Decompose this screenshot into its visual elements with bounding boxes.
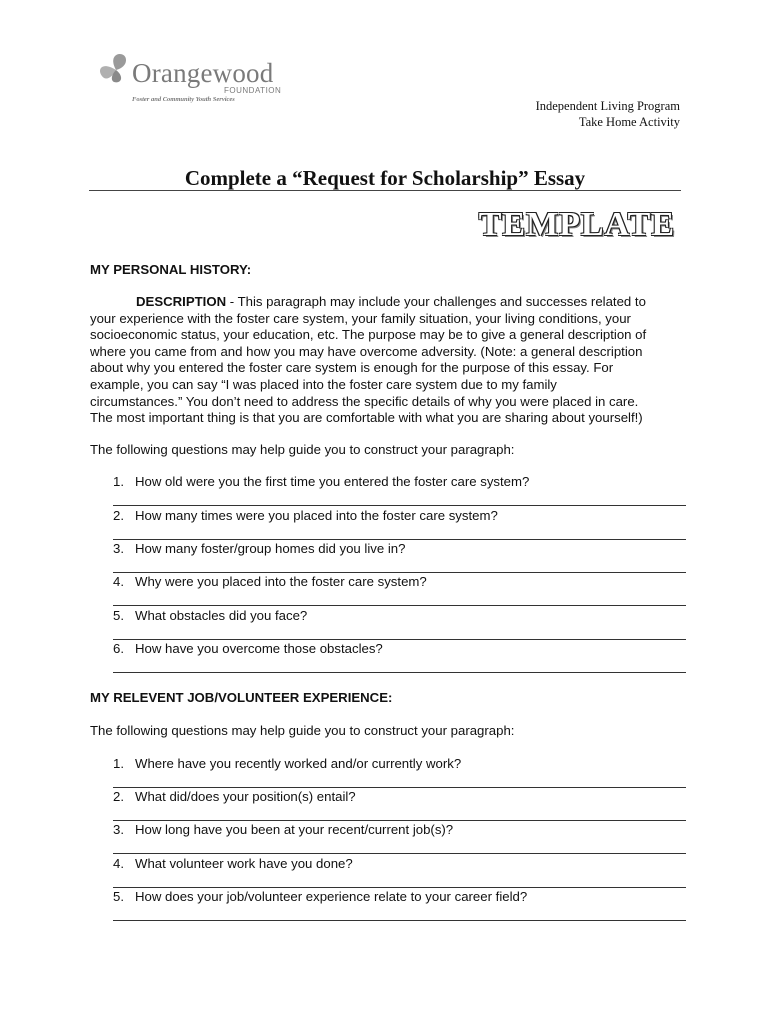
orangewood-logo (96, 50, 282, 110)
answer-line[interactable] (113, 605, 686, 606)
job-experience-guide: The following questions may help guide you to construct your paragraph: (90, 723, 515, 738)
program-header (536, 98, 680, 130)
title-divider (89, 190, 681, 191)
question-item: 3. How many foster/group homes did you live in? (113, 541, 406, 556)
description-line: socioeconomic status, your education, etc. The purpose may be to give a general description of (90, 327, 647, 343)
question-item: 6. How have you overcome those obstacles? (113, 641, 383, 656)
answer-line[interactable] (113, 539, 686, 540)
description-line: where you came from and how you may have overcome adversity. (Note: a general description (90, 343, 643, 359)
program-name: Independent Living Program (535, 99, 680, 113)
job-experience-heading: MY RELEVENT JOB/VOLUNTEER EXPERIENCE: (90, 690, 393, 705)
question-item: 5. What obstacles did you face? (113, 608, 308, 623)
description-label: DESCRIPTION (136, 294, 227, 309)
question-item: 1. How old were you the first time you entered the foster care system? (113, 474, 530, 489)
answer-line[interactable] (113, 887, 686, 888)
description-line: example, you can say “I was placed into the foster care system due to my family (90, 376, 557, 392)
description-line: The most important thing is that you are comfortable with what you are sharing about yourself!) (90, 410, 643, 426)
question-item: 4. What volunteer work have you done? (113, 856, 353, 871)
description-line: circumstances.” You don’t need to address the specific details of why you were placed in care. (90, 393, 639, 409)
page-title: Complete a “Request for Scholarship” Essay (184, 166, 586, 190)
question-item: 4. Why were you placed into the foster care system? (113, 574, 427, 589)
description-line: - This paragraph may include your challenges and successes related to (226, 294, 646, 309)
description-first-line (90, 294, 686, 311)
question-item: 5. How does your job/volunteer experience relate to your career field? (113, 889, 528, 904)
logo-name: Orangewood (132, 58, 274, 88)
answer-line[interactable] (113, 639, 686, 640)
template-stamp: TEMPLATE (478, 206, 675, 243)
description-line: about why you entered the foster care system is enough for the purpose of this essay. For (90, 360, 614, 376)
answer-line[interactable] (113, 505, 686, 506)
personal-history-guide: The following questions may help guide you to construct your paragraph: (90, 442, 515, 457)
answer-line[interactable] (113, 853, 686, 854)
description-paragraph (90, 294, 686, 427)
question-item: 1. Where have you recently worked and/or currently work? (113, 756, 462, 771)
description-line: your experience with the foster care system, your family situation, your living conditions, your (90, 310, 631, 326)
answer-line[interactable] (113, 572, 686, 573)
question-item: 3. How long have you been at your recent/current job(s)? (113, 822, 454, 837)
answer-line[interactable] (113, 920, 686, 921)
question-item: 2. How many times were you placed into the foster care system? (113, 508, 498, 523)
personal-history-heading: MY PERSONAL HISTORY: (90, 262, 252, 277)
activity-name: Take Home Activity (578, 115, 680, 129)
logo-foundation: FOUNDATION (224, 86, 282, 95)
answer-line[interactable] (113, 820, 686, 821)
logo-tagline: Foster and Community Youth Services (132, 96, 235, 103)
butterfly-icon (96, 50, 136, 94)
answer-line[interactable] (113, 672, 686, 673)
answer-line[interactable] (113, 787, 686, 788)
question-item: 2. What did/does your position(s) entail? (113, 789, 356, 804)
